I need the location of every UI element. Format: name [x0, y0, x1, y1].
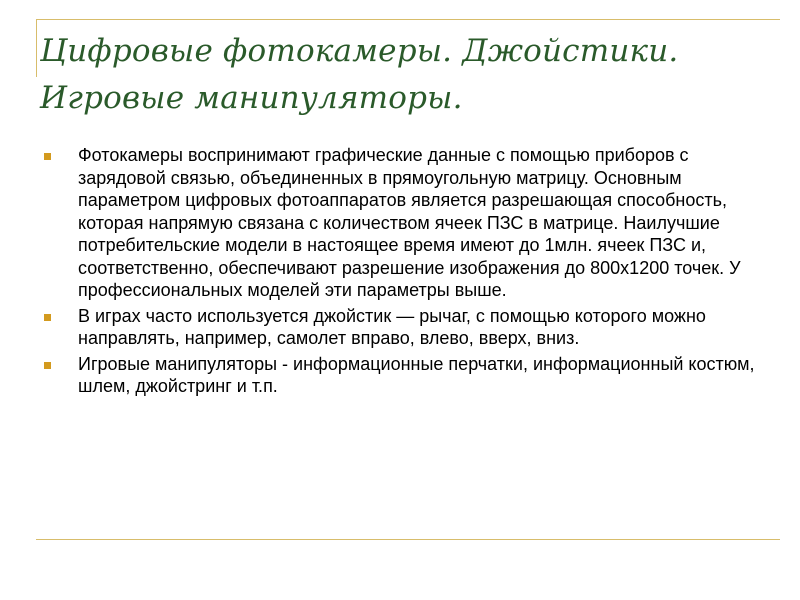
bullet-item	[44, 305, 756, 350]
square-bullet-icon	[44, 153, 51, 160]
slide-title	[40, 28, 760, 122]
square-bullet-icon	[44, 362, 51, 369]
slide-title-line-1: Цифровые фотокамеры. Джойстики.	[40, 33, 679, 69]
slide-title-line-2: Игровые манипуляторы.	[40, 80, 463, 116]
bullet-text: В играх часто используется джойстик — рычаг, с помощью которого можно направлять, например, самолет вправо, влево, вверх, вниз.	[78, 305, 706, 348]
bullet-list	[44, 144, 756, 401]
bullet-item	[44, 353, 756, 398]
bullet-item	[44, 144, 756, 302]
square-bullet-icon	[44, 314, 51, 321]
top-rule	[36, 19, 780, 20]
left-rule	[36, 19, 37, 77]
bullet-text: Игровые манипуляторы - информационные перчатки, информационный костюм, шлем, джойстринг и т.п.	[78, 353, 755, 396]
bottom-rule	[36, 539, 780, 540]
bullet-text: Фотокамеры воспринимают графические данные с помощью приборов с зарядовой связью, объединенных в прямоугольную матрицу. Основным параметром цифровых фотоаппаратов является разрешающая способность, которая напрямую связана с количеством ячеек ПЗС в матрице. Наилучшие потребительские модели в настоящее время имеют до 1млн. ячеек ПЗС и, соответственно, обеспечивают разрешение изображения до 800х1200 точек. У профессиональных моделей эти параметры выше.	[78, 145, 741, 300]
